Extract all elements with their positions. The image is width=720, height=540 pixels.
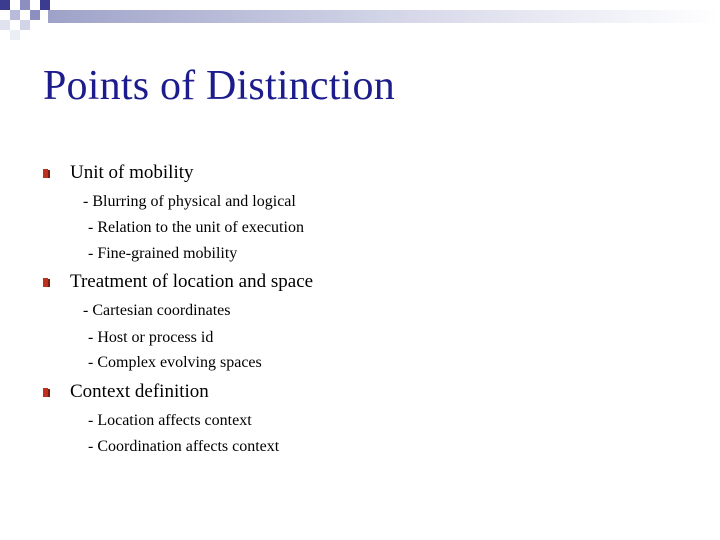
bullet-marker-icon <box>43 169 50 178</box>
bullet-context-definition: Context definition <box>70 381 209 402</box>
subitem: - Complex evolving spaces <box>88 354 262 371</box>
subitem: - Cartesian coordinates <box>83 302 231 319</box>
slide-title: Points of Distinction <box>43 63 395 109</box>
subitem: - Fine-grained mobility <box>88 245 238 262</box>
bullet-unit-of-mobility: Unit of mobility <box>70 162 194 183</box>
bullet-location-and-space: Treatment of location and space <box>70 271 314 292</box>
subitem: - Relation to the unit of execution <box>88 219 304 236</box>
bullet-marker-icon <box>43 278 50 287</box>
subitem: - Blurring of physical and logical <box>83 193 296 210</box>
bullet-marker-icon <box>43 388 50 397</box>
subitem: - Host or process id <box>88 329 214 346</box>
subitem: - Location affects context <box>88 412 252 429</box>
subitem: - Coordination affects context <box>88 438 280 455</box>
